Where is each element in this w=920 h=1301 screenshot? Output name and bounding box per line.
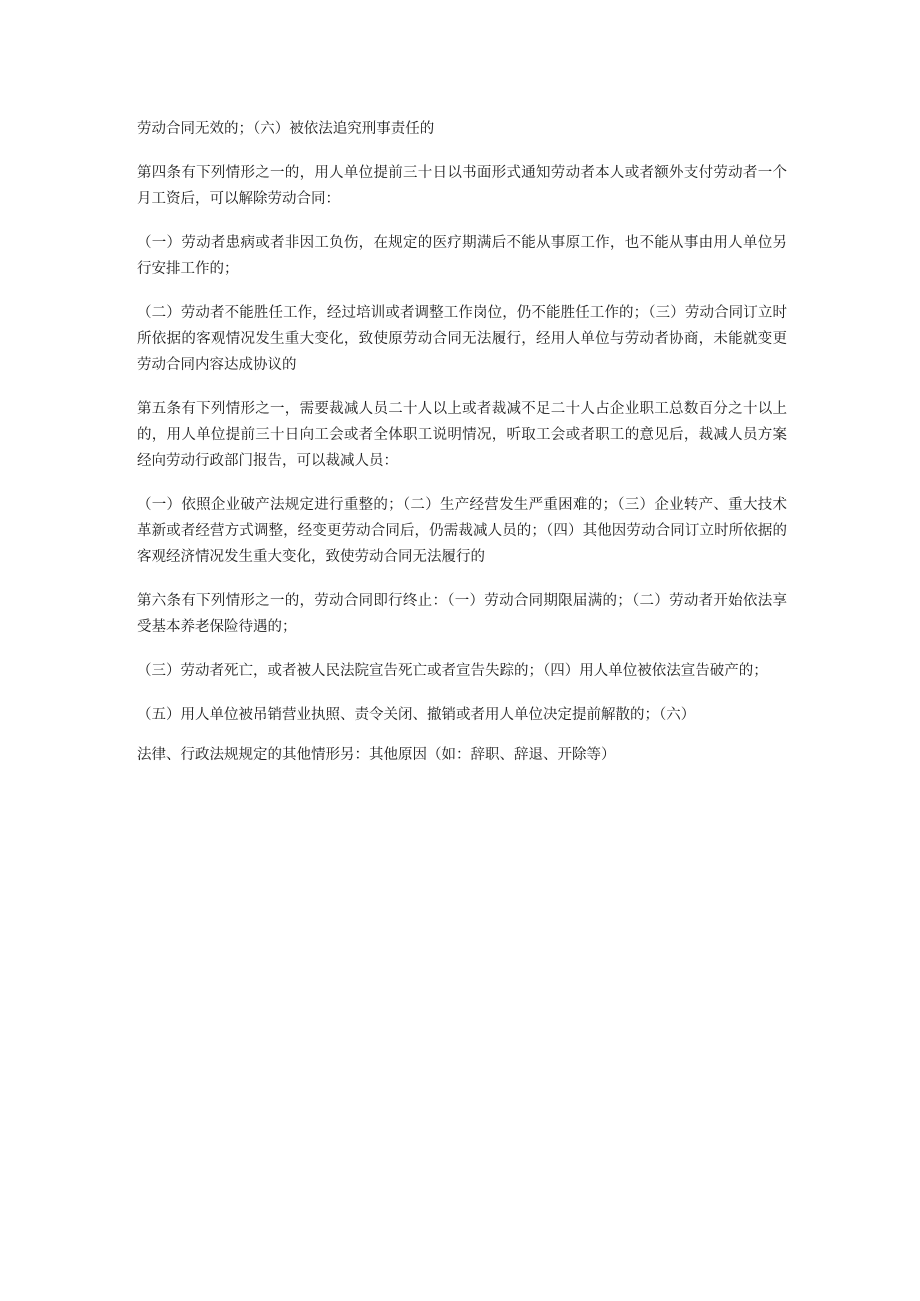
paragraph-other-reasons: 法律、行政法规规定的其他情形另：其他原因（如：辞职、辞退、开除等） bbox=[137, 747, 616, 763]
paragraph-article-4-item-1: （一）劳动者患病或者非因工负伤，在规定的医疗期满后不能从事原工作，也不能从事由用人单位另行安排工作的； bbox=[137, 235, 787, 277]
paragraph-article-4-items-2-3: （二）劳动者不能胜任工作，经过培训或者调整工作岗位，仍不能胜任工作的；（三）劳动合同订立时所依据的客观情况发生重大变化，致使原劳动合同无法履行，经用人单位与劳动者协商，未能就变更劳动合同内容达成协议的 bbox=[137, 305, 787, 373]
paragraph-article-5: 第五条有下列情形之一，需要裁减人员二十人以上或者裁减不足二十人占企业职工总数百分之十以上的，用人单位提前三十日向工会或者全体职工说明情况，听取工会或者职工的意见后，裁减人员方案经向劳动行政部门报告，可以裁减人员： bbox=[137, 401, 787, 469]
paragraph-article-6-item-5: （五）用人单位被吊销营业执照、责令关闭、撤销或者用人单位决定提前解散的；（六） bbox=[137, 707, 696, 723]
paragraph-1: 劳动合同无效的；（六）被依法追究刑事责任的 bbox=[137, 121, 435, 137]
paragraph-article-6: 第六条有下列情形之一的，劳动合同即行终止：（一）劳动合同期限届满的；（二）劳动者开始依法享受基本养老保险待遇的； bbox=[137, 593, 787, 635]
paragraph-article-4: 第四条有下列情形之一的，用人单位提前三十日以书面形式通知劳动者本人或者额外支付劳动者一个月工资后，可以解除劳动合同： bbox=[137, 165, 787, 207]
document-body bbox=[137, 116, 787, 786]
paragraph-article-6-items-3-4: （三）劳动者死亡，或者被人民法院宣告死亡或者宣告失踪的；（四）用人单位被依法宣告破产的； bbox=[137, 663, 768, 679]
paragraph-article-5-items: （一）依照企业破产法规定进行重整的；（二）生产经营发生严重困难的；（三）企业转产、重大技术革新或者经营方式调整，经变更劳动合同后，仍需裁减人员的；（四）其他因劳动合同订立时所依据的客观经济情况发生重大变化，致使劳动合同无法履行的 bbox=[137, 497, 787, 565]
